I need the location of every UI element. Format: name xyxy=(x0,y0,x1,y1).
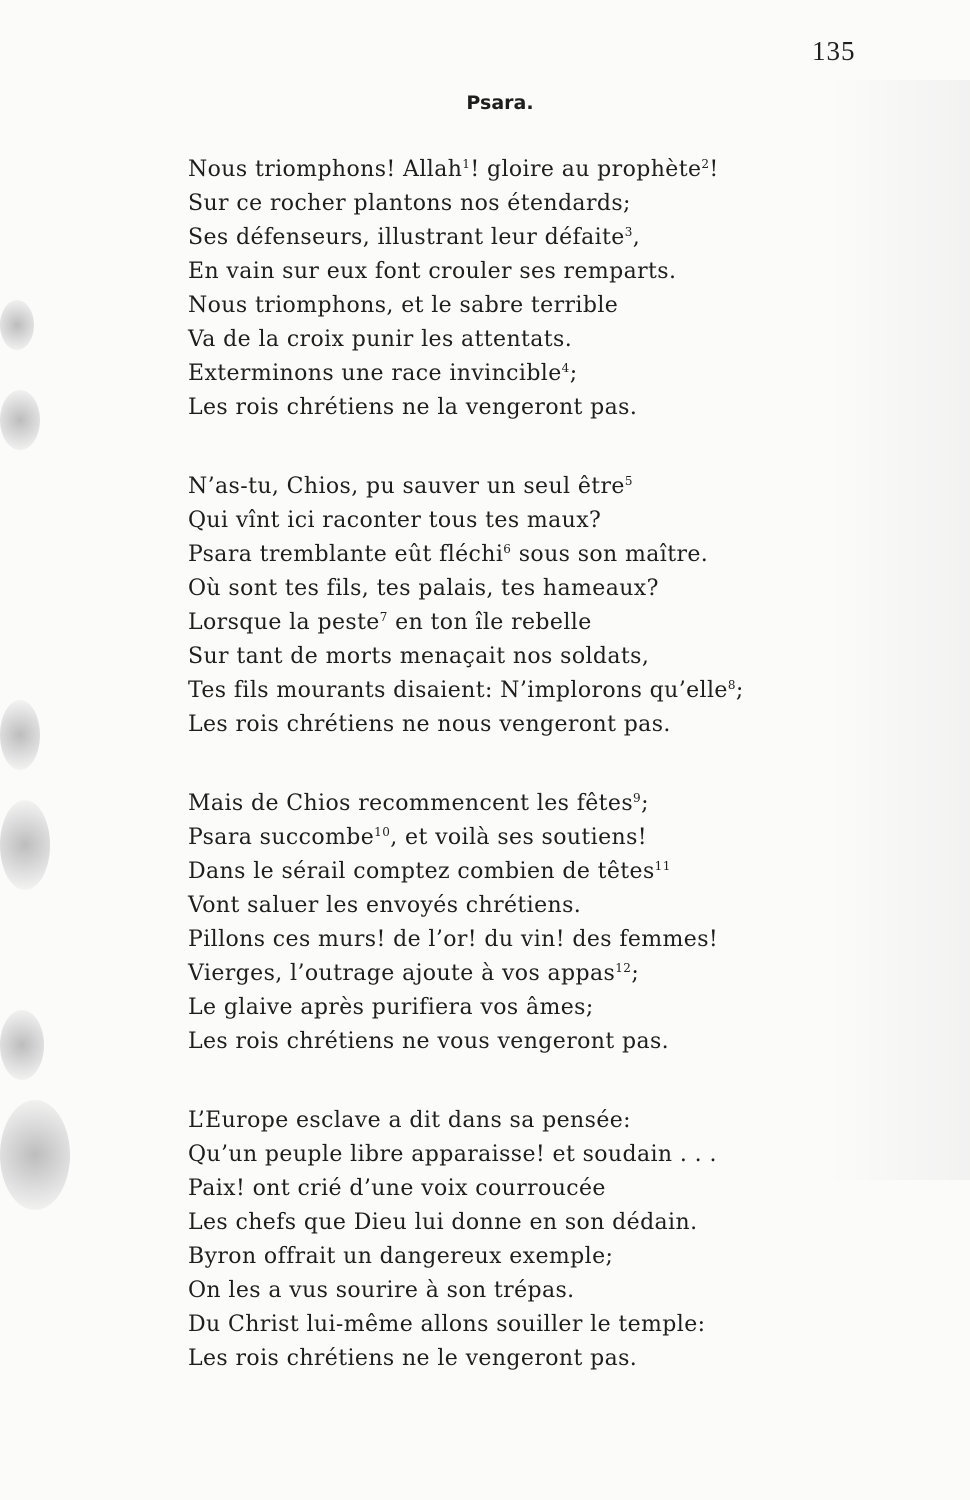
line-text: Psara succombe xyxy=(188,825,375,850)
line-text: , et voilà ses soutiens! xyxy=(390,825,648,850)
line-text: Pillons ces murs! de l’or! du vin! des femmes! xyxy=(188,927,719,952)
poem-line xyxy=(188,708,888,742)
line-text: On les a vus sourire à son trépas. xyxy=(188,1278,575,1303)
poem-line xyxy=(188,1025,888,1059)
poem-line xyxy=(188,504,888,538)
line-text: En vain sur eux font crouler ses remparts. xyxy=(188,259,677,284)
footnote-marker: 11 xyxy=(654,859,671,873)
poem-line xyxy=(188,323,888,357)
line-text: Tes fils mourants disaient: N’implorons qu’elle xyxy=(188,678,728,703)
line-text: ; xyxy=(631,961,640,986)
line-text: ! gloire au prophète xyxy=(470,157,702,182)
line-text: Les rois chrétiens ne vous vengeront pas. xyxy=(188,1029,670,1054)
stain-spot xyxy=(0,390,40,450)
poem-line xyxy=(188,153,888,187)
footnote-marker: 5 xyxy=(624,474,633,488)
poem-line xyxy=(188,957,888,991)
line-text: Sur ce rocher plantons nos étendards; xyxy=(188,191,631,216)
poem-line xyxy=(188,1342,888,1376)
line-text: , xyxy=(632,225,641,250)
line-text: Ses défenseurs, illustrant leur défaite xyxy=(188,225,625,250)
line-text: ; xyxy=(641,791,649,816)
poem-line xyxy=(188,538,888,572)
stanza xyxy=(188,470,888,742)
line-text: ; xyxy=(735,678,744,703)
line-text: Lorsque la peste xyxy=(188,610,380,635)
line-text: Sur tant de morts menaçait nos soldats, xyxy=(188,644,650,669)
line-text: Va de la croix punir les attentats. xyxy=(188,327,573,352)
line-text: N’as-tu, Chios, pu sauver un seul être xyxy=(188,474,625,499)
footnote-marker: 4 xyxy=(561,361,570,375)
poem-line xyxy=(188,923,888,957)
poem-line xyxy=(188,1274,888,1308)
footnote-marker: 12 xyxy=(615,961,632,975)
line-text: Qu’un peuple libre apparaisse! et soudain . . . xyxy=(188,1142,717,1167)
line-text: Les rois chrétiens ne le vengeront pas. xyxy=(188,1346,638,1371)
line-text: en ton île rebelle xyxy=(387,610,592,635)
poem-line xyxy=(188,221,888,255)
poem-line xyxy=(188,572,888,606)
line-text: Les chefs que Dieu lui donne en son dédain. xyxy=(188,1210,698,1235)
poem-line xyxy=(188,289,888,323)
poem-line xyxy=(188,187,888,221)
line-text: L’Europe esclave a dit dans sa pensée: xyxy=(188,1108,631,1133)
poem-line xyxy=(188,357,888,391)
line-text: Les rois chrétiens ne nous vengeront pas. xyxy=(188,712,671,737)
line-text: Byron offrait un dangereux exemple; xyxy=(188,1244,614,1269)
stain-spot xyxy=(0,300,34,350)
stanza xyxy=(188,787,888,1059)
footnote-marker: 10 xyxy=(374,825,391,839)
poem-line xyxy=(188,255,888,289)
footnote-marker: 3 xyxy=(624,225,633,239)
poem-line xyxy=(188,1308,888,1342)
line-text: sous son maître. xyxy=(511,542,709,567)
line-text: ; xyxy=(569,361,578,386)
poem-line xyxy=(188,391,888,425)
poem-line xyxy=(188,470,888,504)
poem-title: Psara. xyxy=(466,92,534,114)
poem-line xyxy=(188,1206,888,1240)
line-text: Vierges, l’outrage ajoute à vos appas xyxy=(188,961,616,986)
footnote-marker: 1 xyxy=(462,157,471,171)
poem-line xyxy=(188,1240,888,1274)
line-text: Qui vînt ici raconter tous tes maux? xyxy=(188,508,602,533)
poem-line xyxy=(188,674,888,708)
stanza xyxy=(188,153,888,425)
line-text: ! xyxy=(709,157,719,182)
poem-line xyxy=(188,821,888,855)
line-text: Paix! ont crié d’une voix courroucée xyxy=(188,1176,606,1201)
stain-spot xyxy=(0,1100,70,1210)
poem-line xyxy=(188,1138,888,1172)
poem-line xyxy=(188,1172,888,1206)
line-text: Où sont tes fils, tes palais, tes hameaux? xyxy=(188,576,659,601)
footnote-marker: 2 xyxy=(701,157,710,171)
poem-line xyxy=(188,991,888,1025)
line-text: Nous triomphons, et le sabre terrible xyxy=(188,293,619,318)
stain-spot xyxy=(0,700,40,770)
poem-line xyxy=(188,889,888,923)
footnote-marker: 9 xyxy=(633,791,642,805)
footnote-marker: 8 xyxy=(727,678,736,692)
stain-spot xyxy=(0,800,50,890)
stanza xyxy=(188,1104,888,1376)
poem-line xyxy=(188,1104,888,1138)
poem-line xyxy=(188,606,888,640)
line-text: Le glaive après purifiera vos âmes; xyxy=(188,995,594,1020)
footnote-marker: 7 xyxy=(379,610,388,624)
line-text: Vont saluer les envoyés chrétiens. xyxy=(188,893,582,918)
poem-line xyxy=(188,855,888,889)
line-text: Nous triomphons! Allah xyxy=(188,157,463,182)
line-text: Exterminons une race invincible xyxy=(188,361,562,386)
line-text: Psara tremblante eût fléchi xyxy=(188,542,504,567)
stain-spot xyxy=(0,1010,44,1080)
line-text: Du Christ lui-même allons souiller le temple: xyxy=(188,1312,706,1337)
poem-line xyxy=(188,640,888,674)
footnote-marker: 6 xyxy=(503,542,512,556)
poem-line xyxy=(188,787,888,821)
poem-body xyxy=(188,153,888,1421)
line-text: Mais de Chios recommencent les fêtes xyxy=(188,791,634,816)
line-text: Dans le sérail comptez combien de têtes xyxy=(188,859,655,884)
line-text: Les rois chrétiens ne la vengeront pas. xyxy=(188,395,638,420)
page-number: 135 xyxy=(812,36,856,66)
